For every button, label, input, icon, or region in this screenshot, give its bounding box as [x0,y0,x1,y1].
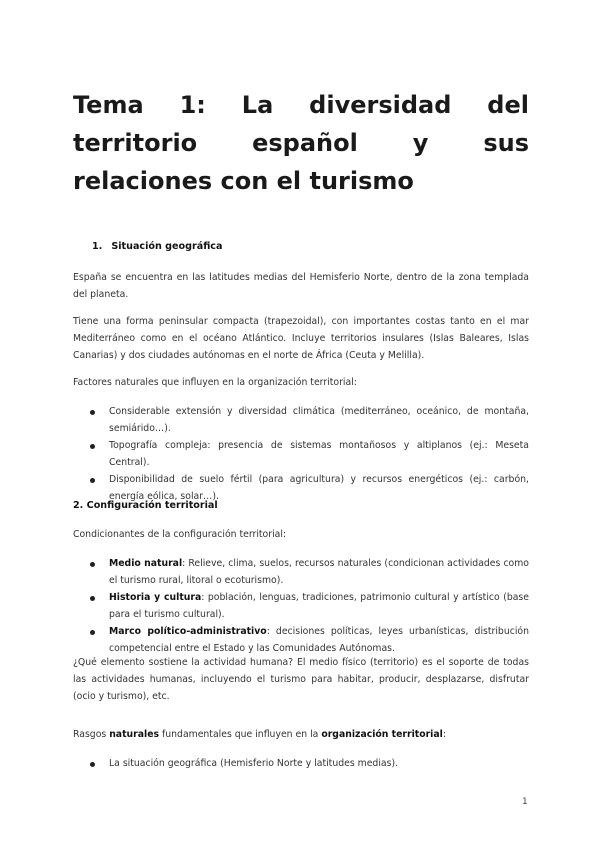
text-run: Rasgos [73,729,110,740]
bullet-icon [90,762,95,767]
section-heading-2: 2. Configuración territorial [73,500,218,511]
list-item-term: Marco político-administrativo [109,626,267,637]
list-item [73,755,529,772]
bullet-icon [90,410,95,415]
list-item-term: Medio natural [109,558,183,569]
list-item [73,403,529,437]
text-run: : [442,729,446,740]
section-title: Situación geográfica [111,241,223,252]
paragraph-location: España se encuentra en las latitudes medias del Hemisferio Norte, dentro de la zona templada del planeta. [73,272,529,300]
bullet-icon [90,562,95,567]
text-bold: naturales [109,729,160,740]
paragraph-question: ¿Qué elemento sostiene la actividad humana? El medio físico (territorio) es el soporte de todas las actividades humanas, incluyendo el turismo para habitar, producir, desplazarse, disfrutar (ocio y turismo), etc. [73,657,529,702]
list-item-text: : Relieve, clima, suelos, recursos naturales (condicionan actividades como el turismo rural, litoral o ecoturismo). [109,558,529,586]
list-item [73,555,529,589]
section-number: 1. [92,241,103,252]
list-item [73,437,529,471]
list-item-text: : decisiones políticas, leyes urbanísticas, distribución competencial entre el Estado y las Comunidades Autónomas. [109,626,529,654]
document-title: Tema 1: La diversidad del territorio español y sus relaciones con el turismo [73,91,529,195]
bullet-icon [90,596,95,601]
bullet-icon [90,444,95,449]
paragraph-traits [73,726,529,743]
traits-list [73,755,529,772]
text-run: fundamentales que influyen en la [159,729,322,740]
list-item-term: Historia y cultura [109,592,202,603]
list-item-text: Disponibilidad de suelo fértil (para agricultura) y recursos energéticos (ej.: carbón, energía eólica, solar…). [109,474,529,502]
paragraph-factors: Factores naturales que influyen en la organización territorial: [73,377,357,388]
section-heading-1 [92,241,222,252]
list-item-text: Considerable extensión y diversidad climática (mediterráneo, oceánico, de montaña, semiárido…). [109,406,529,434]
bullet-icon [90,630,95,635]
list-item [73,623,529,657]
list-item-text: : población, lenguas, tradiciones, patrimonio cultural y artístico (base para el turismo cultural). [109,592,529,620]
paragraph-conditions: Condicionantes de la configuración territorial: [73,529,287,540]
list-item-text: La situación geográfica (Hemisferio Norte y latitudes medias). [109,758,399,769]
factors-list [73,403,529,505]
page-number: 1 [522,797,528,807]
list-item-text: Topografía compleja: presencia de sistemas montañosos y altiplanos (ej.: Meseta Central). [109,440,529,468]
bullet-icon [90,478,95,483]
text-bold: organización territorial [321,729,443,740]
paragraph-shape: Tiene una forma peninsular compacta (trapezoidal), con importantes costas tanto en el mar Mediterráneo como en el océano Atlántico. Incluye territorios insulares (Islas Baleares, Islas Canarias) y dos ciudades autónomas en el norte de África (Ceuta y Melilla). [73,316,529,361]
list-item [73,589,529,623]
conditions-list [73,555,529,657]
